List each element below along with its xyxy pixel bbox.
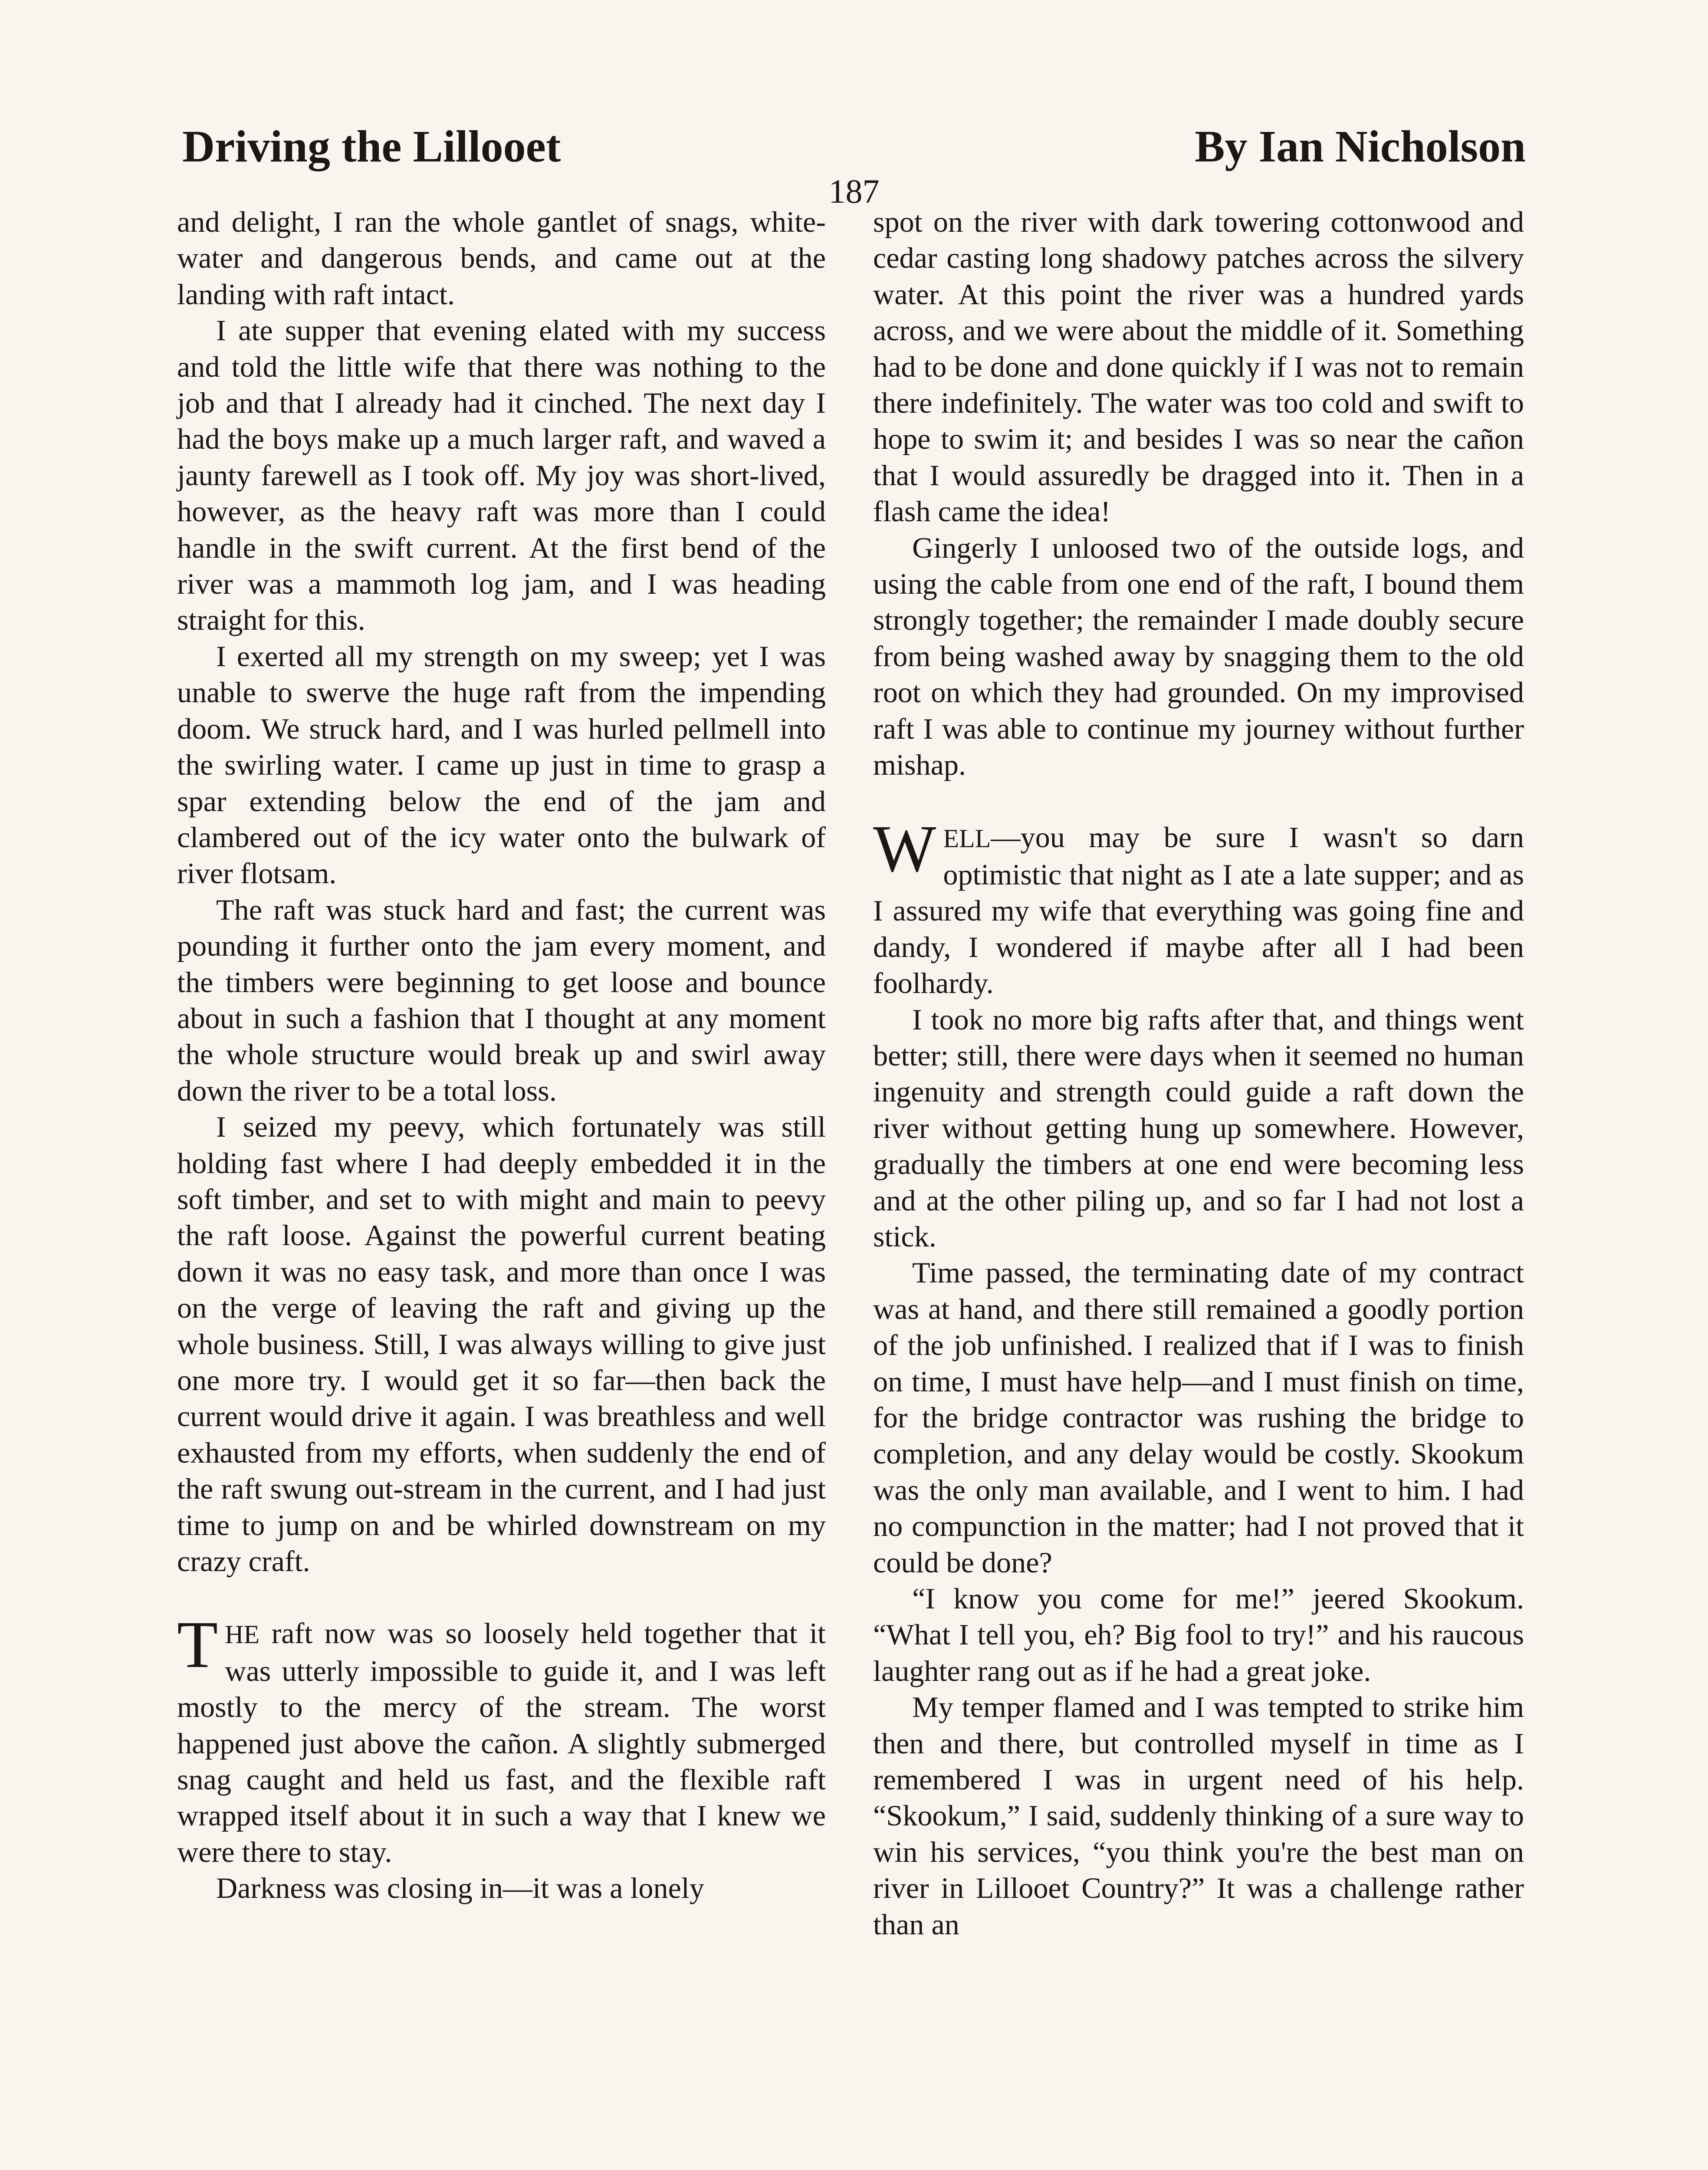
paragraph-text: —you may be sure I wasn't so darn optimistic that night as I ate a late supper; and as I assured my wife that everything was going fine and dandy, I wondered if maybe after all I had been foolhardy.	[873, 820, 1524, 1000]
article-byline: By Ian Nicholson	[1195, 122, 1526, 171]
paragraph: and delight, I ran the whole gantlet of snags, white-water and dangerous bends, and came out at the landing with raft intact.	[177, 205, 826, 311]
paragraph: I exerted all my strength on my sweep; yet I was unable to swerve the huge raft from the impending doom. We struck hard, and I was hurled pellmell into the swirling water. I came up just in time to grasp a spar extending below the end of the jam and clambered out of the icy water onto the bulwark of river flotsam.	[177, 639, 826, 890]
paragraph-text: raft now was so loosely held together that it was utterly impossible to guide it, and I was left mostly to the mercy of the stream. The worst happened just above the cañon. A slightly submerged snag caught and held us fast, and the flexible raft wrapped itself about it in such a way that I knew we were there to stay.	[177, 1617, 826, 1868]
paragraph: spot on the river with dark towering cottonwood and cedar casting long shadowy patches across the silvery water. At this point the river was a hundred yards across, and we were about the middle of it. Something had to be done and done quickly if I was not to remain there indefinitely. The water was too cold and swift to hope to swim it; and besides I was so near the cañon that I would assuredly be dragged into it. Then in a flash came the idea!	[873, 205, 1524, 528]
paragraph: I took no more big rafts after that, and things went better; still, there were days when it seemed no human ingenuity and strength could guide a raft down the river without getting hung up somewhere. However, gradually the timbers at one end were becoming less and at the other piling up, and so far I had not lost a stick.	[873, 1003, 1524, 1253]
paragraph: Gingerly I unloosed two of the outside logs, and using the cable from one end of the raft, I bound them strongly together; the remainder I made doubly secure from being washed away by snagging them to the old root on which they had grounded. On my improvised raft I was able to continue my journey without further mishap.	[873, 531, 1524, 782]
right-column	[873, 204, 1524, 1943]
paragraph-with-initial	[177, 1608, 826, 1870]
paragraph: I ate supper that evening elated with my success and told the little wife that there was nothing to the job and that I already had it cinched. The next day I had the boys make up a much larger raft, and waved a jaunty farewell as I took off. My joy was short-lived, however, as the heavy raft was more than I could handle in the swift current. At the first bend of the river was a mammoth log jam, and I was heading straight for this.	[177, 314, 826, 637]
drop-initial: W	[873, 812, 936, 886]
paragraph-with-initial	[873, 812, 1524, 1002]
initial-caps: ELL	[943, 824, 991, 853]
left-column	[177, 204, 826, 1907]
section-break	[177, 1579, 826, 1615]
drop-initial: T	[177, 1608, 218, 1682]
paragraph: Darkness was closing in—it was a lonely	[216, 1871, 704, 1905]
section-break	[873, 783, 1524, 819]
article-title: Driving the Lillooet	[182, 122, 561, 171]
paragraph: Time passed, the terminating date of my contract was at hand, and there still remained a goodly portion of the job unfinished. I realized that if I was to finish on time, I must have help—and I must finish on time, for the bridge contractor was rushing the bridge to completion, and any delay would be costly. Skookum was the only man available, and I went to him. I had no compunction in the matter; had I not proved that it could be done?	[873, 1256, 1524, 1579]
page-number: 187	[828, 172, 880, 210]
paragraph: I seized my peevy, which fortunately was still holding fast where I had deeply embedded it in the soft timber, and set to with might and main to peevy the raft loose. Against the powerful current beating down it was no easy task, and more than once I was on the verge of leaving the raft and giving up the whole business. Still, I was always willing to give just one more try. I would get it so far—then back the current would drive it again. I was breathless and well exhausted from my efforts, when suddenly the end of the raft swung out-stream in the current, and I had just time to jump on and be whirled downstream on my crazy craft.	[177, 1110, 826, 1578]
paragraph: “I know you come for me!” jeered Skookum. “What I tell you, eh? Big fool to try!” and his raucous laughter rang out as if he had a great joke.	[873, 1582, 1524, 1687]
paragraph: My temper flamed and I was tempted to strike him then and there, but controlled myself in time as I remembered I was in urgent need of his help. “Skookum,” I said, suddenly thinking of a sure way to win his services, “you think you're the best man on river in Lillooet Country?” It was a challenge rather than an	[873, 1690, 1524, 1941]
paragraph: The raft was stuck hard and fast; the current was pounding it further onto the jam every moment, and the timbers were beginning to get loose and bounce about in such a fashion that I thought at any moment the whole structure would break up and swirl away down the river to be a total loss.	[177, 893, 826, 1107]
initial-caps: HE	[225, 1620, 260, 1649]
